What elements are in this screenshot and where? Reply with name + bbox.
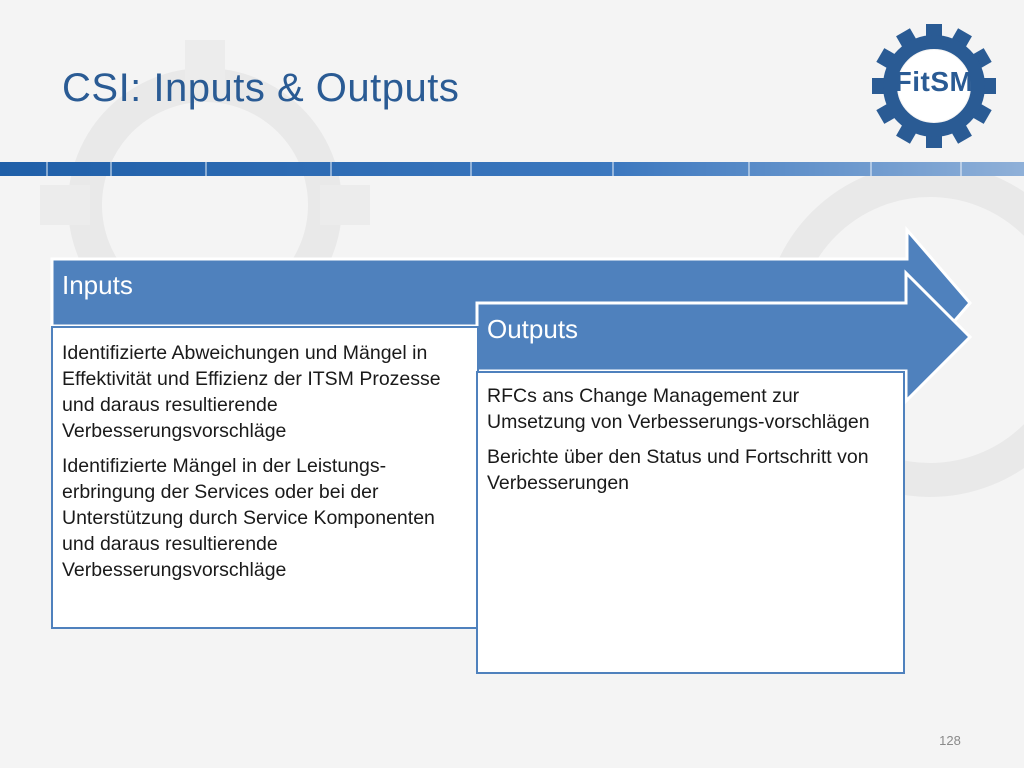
outputs-item: RFCs ans Change Management zur Umsetzung von Verbesserungs-vorschlägen: [487, 385, 870, 433]
slide-title: CSI: Inputs & Outputs: [62, 66, 460, 110]
inputs-box: [51, 326, 479, 629]
fitsm-logo-text: FitSM: [894, 66, 974, 97]
inputs-header: Inputs: [62, 270, 133, 300]
page-number: 128: [939, 733, 961, 748]
outputs-header: Outputs: [487, 314, 579, 344]
inputs-item: Identifizierte Mängel in der Leistungs-erbringung der Services oder bei der Unterstützung durch Service Komponenten und daraus resultierende Verbesserungsvorschläge: [62, 455, 435, 581]
outputs-item: Berichte über den Status und Fortschritt von Verbesserungen: [487, 446, 869, 494]
inputs-item: Identifizierte Abweichungen und Mängel in Effektivität und Effizienz der ITSM Prozesse und daraus resultierende Verbesserungsvorschläge: [62, 342, 441, 442]
outputs-box: [476, 371, 905, 674]
